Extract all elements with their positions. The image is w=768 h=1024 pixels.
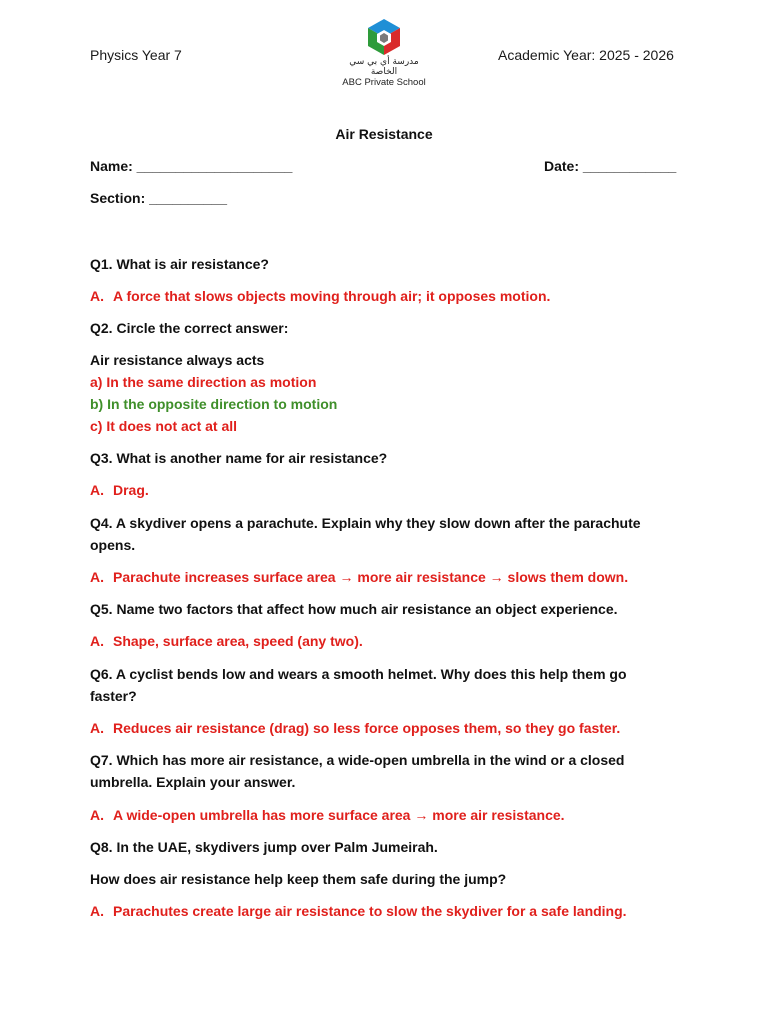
answer-4 bbox=[90, 566, 680, 588]
school-arabic-name: مدرسة أي بي سي الخاصة bbox=[349, 57, 419, 77]
answer-letter: A. bbox=[90, 807, 104, 823]
question-8-extra: How does air resistance help keep them safe during the jump? bbox=[90, 871, 507, 887]
option-a: a) In the same direction as motion bbox=[90, 374, 317, 390]
question-3: Q3. What is another name for air resistance? bbox=[90, 450, 388, 466]
answer-7 bbox=[90, 804, 680, 826]
subject-label: Physics Year 7 bbox=[90, 47, 182, 63]
answer-text: Shape, surface area, speed (any two). bbox=[113, 633, 363, 649]
answer-text: Parachute increases surface area → more air resistance → slows them down. bbox=[113, 569, 629, 585]
worksheet-title: Air Resistance bbox=[335, 126, 433, 142]
question-8: Q8. In the UAE, skydivers jump over Palm Jumeirah. bbox=[90, 839, 438, 855]
question-4-line-1: Q4. A skydiver opens a parachute. Explain why they slow down after the parachute bbox=[90, 515, 641, 531]
question-1: Q1. What is air resistance? bbox=[90, 256, 269, 272]
answer-letter: A. bbox=[90, 569, 104, 585]
answer-8 bbox=[90, 900, 680, 922]
answer-letter: A. bbox=[90, 720, 104, 736]
question-7-line-1: Q7. Which has more air resistance, a wide-open umbrella in the wind or a closed bbox=[90, 752, 625, 768]
question-2-stem: Air resistance always acts bbox=[90, 352, 265, 368]
option-c: c) It does not act at all bbox=[90, 418, 238, 434]
answer-letter: A. bbox=[90, 288, 104, 304]
answer-1 bbox=[90, 285, 680, 307]
school-logo bbox=[336, 18, 432, 88]
question-7-line-2: umbrella. Explain your answer. bbox=[90, 774, 296, 790]
answer-text: Drag. bbox=[113, 482, 149, 498]
question-2: Q2. Circle the correct answer: bbox=[90, 320, 289, 336]
cube-logo-icon bbox=[366, 18, 402, 56]
academic-year-label: Academic Year: 2025 - 2026 bbox=[498, 47, 674, 63]
name-field: Name: ____________________ bbox=[90, 158, 293, 174]
answer-text: Reduces air resistance (drag) so less force opposes them, so they go faster. bbox=[113, 720, 621, 736]
answer-6 bbox=[90, 717, 680, 739]
question-6-line-1: Q6. A cyclist bends low and wears a smooth helmet. Why does this help them go bbox=[90, 666, 627, 682]
answer-letter: A. bbox=[90, 482, 104, 498]
answer-letter: A. bbox=[90, 903, 104, 919]
date-field: Date: ____________ bbox=[544, 158, 677, 174]
answer-text: A wide-open umbrella has more surface area → more air resistance. bbox=[113, 807, 565, 823]
question-4-line-2: opens. bbox=[90, 537, 136, 553]
question-5: Q5. Name two factors that affect how much air resistance an object experience. bbox=[90, 601, 618, 617]
question-6-line-2: faster? bbox=[90, 688, 137, 704]
answer-5 bbox=[90, 630, 680, 652]
answer-text: A force that slows objects moving through air; it opposes motion. bbox=[113, 288, 551, 304]
answer-3 bbox=[90, 479, 680, 501]
answer-letter: A. bbox=[90, 633, 104, 649]
section-field: Section: __________ bbox=[90, 190, 227, 206]
school-name: ABC Private School bbox=[342, 77, 426, 88]
option-b-correct: b) In the opposite direction to motion bbox=[90, 396, 338, 412]
answer-text: Parachutes create large air resistance to slow the skydiver for a safe landing. bbox=[113, 903, 627, 919]
